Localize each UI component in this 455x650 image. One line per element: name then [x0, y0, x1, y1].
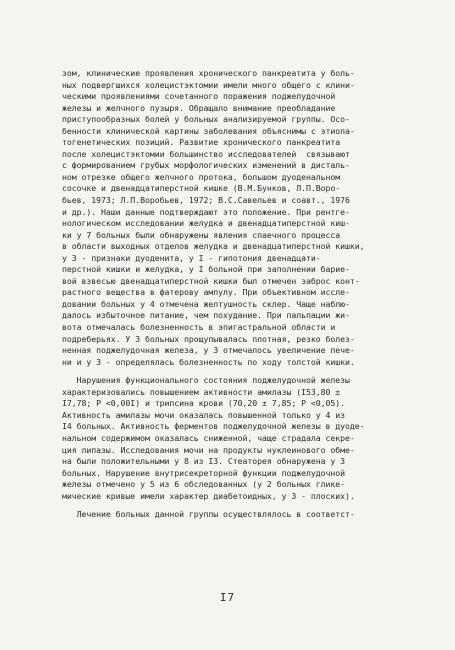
text-line: мические кривые имели характер диабетоидных, у 3 - плоских). — [62, 490, 355, 501]
text-line: ных подвергшихся холецистэктомии имели много общего с клини- — [62, 79, 355, 90]
text-line: I4 больных. Активность ферментов поджелудочной железы в дуоде- — [62, 421, 365, 432]
text-line: железы отмечено у 5 из 6 обследованных (у 2 больных глике- — [62, 479, 345, 490]
text-line: вой взвесью двенадцатиперстной кишки был отмечен заброс конт- — [62, 275, 360, 286]
text-line: приступообразных болей у больных анализируемой группы. Осо- — [62, 114, 350, 125]
text-line: вота отмечалась болезненность в эпигастральной области и — [62, 322, 336, 333]
text-line: нальном содержимом оказалась сниженной, чаще страдала секре- — [62, 432, 355, 443]
body-text — [62, 68, 392, 521]
text-line: после холецистэктомии большинство исследователей связывают — [62, 148, 350, 159]
page-number: I7 — [219, 591, 236, 604]
text-line: нологическом исследовании желудка и двенадцатиперстной киш- — [62, 218, 350, 229]
text-line: ция липазы. Исследования мочи на продукты нуклеинового обме- — [62, 444, 355, 455]
text-line: ненная поджелудочная железа, у 3 отмечалось увеличение пече- — [62, 345, 355, 356]
text-line: у 3 - признаки дуоденита, у I - гипотония двенадцати- — [62, 252, 321, 263]
text-line: далось избыточное питание, чем похудание. При пальпации жи- — [62, 310, 350, 321]
text-line: ки у 7 больных были обнаружены явления спаечного процесса — [62, 229, 341, 240]
text-line: ни и у 3 - определялась болезненность по ходу толстой кишки. — [62, 356, 355, 367]
text-line: Лечение больных данной группы осуществлялось в соответст- — [62, 509, 355, 520]
paragraph-gap — [62, 368, 392, 375]
text-line: растного вещества в фатерову ампулу. При объективном иссле- — [62, 287, 350, 298]
text-line: Активность амилазы мочи оказалась повышенной только у 4 из — [62, 409, 345, 420]
text-line: тогенетических позиций. Развитие хронического панкреатита — [62, 137, 341, 148]
text-line: бьев, 1973; Л.П.Воробьев, 1972; В.С.Савельев и соавт., 1976 — [62, 195, 350, 206]
paragraph-gap — [62, 502, 392, 509]
text-line: подреберьях. У 3 больных прощупывалась плотная, резко болез- — [62, 333, 355, 344]
text-line: больных. Нарушение внутрисекреторной функции поджелудочной — [62, 467, 345, 478]
text-line: и др.). Наши данные подтверждают это положение. При рентге- — [62, 206, 350, 217]
text-line: зом, клинические проявления хронического панкреатита у боль- — [62, 68, 355, 78]
text-line: с формированием грубых морфологических изменений в дисталь- — [62, 160, 350, 171]
text-line: бенности клинической картины заболевания объяснимы с этиопа- — [62, 125, 355, 136]
paragraph-2 — [62, 375, 392, 502]
text-line: Нарушения функционального состояния поджелудочной железы — [62, 375, 350, 386]
text-line: I7,78; Р <0,00I) и трипсина крови (70,20 ± 7,85; Р <0,05). — [62, 398, 345, 409]
paragraph-1 — [62, 68, 392, 368]
text-line: железы и желчного пузыря. Обращало внимание преобладание — [62, 102, 336, 113]
paragraph-3 — [62, 509, 392, 521]
text-line: сосочке и двенадцатиперстной кишке (В.М.Бунков, Л.П.Воро- — [62, 183, 341, 194]
text-line: перстной кишки и желудка, у I больной при заполнении барие- — [62, 264, 350, 275]
text-line: ческими проявлениями сочетанного поражения поджелудочной — [62, 91, 336, 102]
text-line: характеризовались повышением активности амилазы (I53,80 ± — [62, 386, 341, 397]
text-line: в области выходных отделов желудка и двенадцатиперстной кишки, — [62, 241, 365, 252]
text-line: довании больных у 4 отмечена желтушность склер. Чаще наблю- — [62, 298, 350, 309]
text-line: ном отрезке общего желчного протока, большом дуоденальном — [62, 171, 341, 182]
text-line: на были положительными у 8 из I3. Стеаторея обнаружена у 3 — [62, 456, 345, 467]
